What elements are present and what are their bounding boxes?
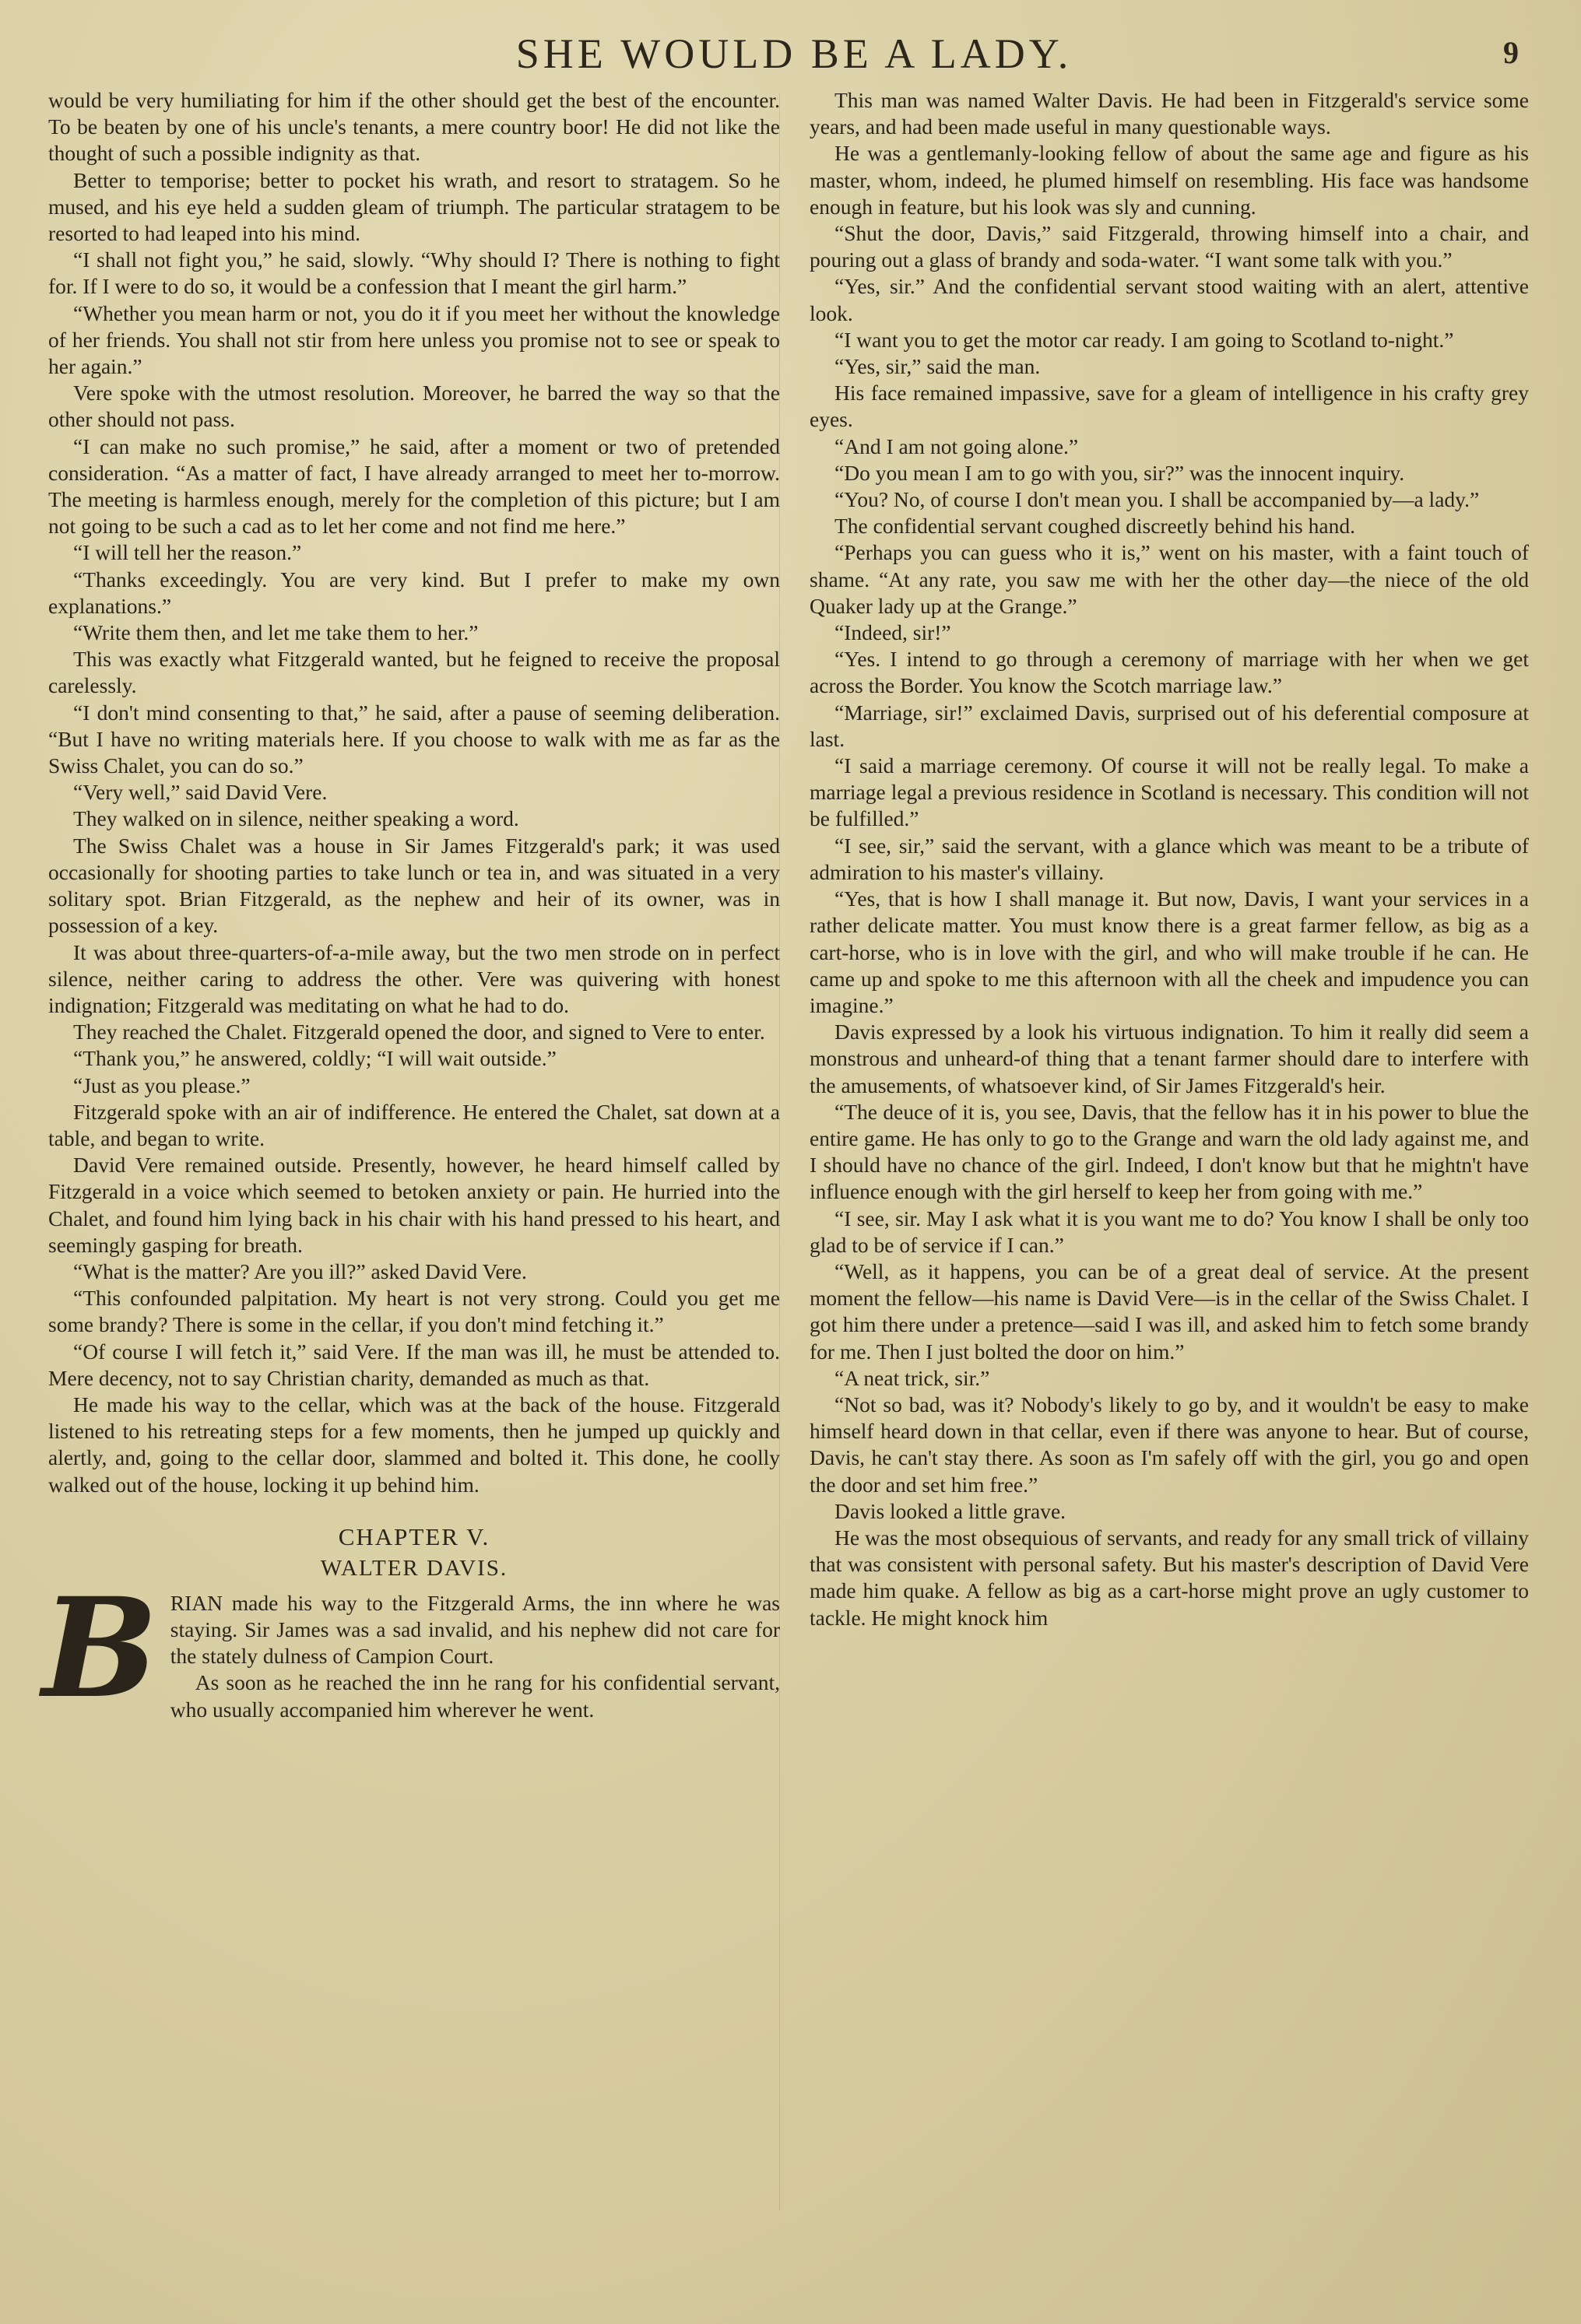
paragraph: “The deuce of it is, you see, Davis, that the fellow has it in his power to blue the entire game. He has only to go to the Grange and warn the old lady against me, and I should have no chance of the girl. Indeed, I don't know but that he mightn't have influence enough with the girl herself to keep her from going with me.” — [810, 1099, 1529, 1204]
paragraph: Davis looked a little grave. — [834, 1498, 1066, 1523]
paragraph: Fitzgerald spoke with an air of indifference. He entered the Chalet, sat down at a table, and began to write. — [48, 1099, 780, 1150]
paragraph: It was about three-quarters-of-a-mile away, but the two men strode on in perfect silence, neither caring to address the other. Vere was quivering with honest indignation; Fitzgerald was meditating on what he had to do. — [48, 939, 780, 1017]
left-column — [42, 87, 780, 1729]
paragraph: “Whether you mean harm or not, you do it if you meet her without the knowledge of her friends. You shall not stir from here unless you promise not to see or speak to her again.” — [48, 300, 780, 379]
paragraph: David Vere remained outside. Presently, however, he heard himself called by Fitzgerald in a voice which seemed to betoken anxiety or pain. He hurried into the Chalet, and found him lying back in his chair with his hand pressed to his heart, and seemingly gasping for breath. — [48, 1153, 780, 1257]
left-after-paragraphs — [48, 1669, 780, 1722]
right-column — [810, 87, 1529, 1631]
paragraph: “Thank you,” he answered, coldly; “I will wait outside.” — [73, 1046, 557, 1071]
paragraph: The Swiss Chalet was a house in Sir James Fitzgerald's park; it was used occasionally for shooting parties to take lunch or tea in, and was situated in a very solitary spot. Brian Fitzgerald, as the nephew and heir of its owner, was in possession of a key. — [48, 833, 780, 938]
paragraph: “Not so bad, was it? Nobody's likely to go by, and it wouldn't be easy to make himself heard down in that cellar, even if there was anyone to hear. But of course, Davis, he can't stay there. As soon as I'm safely off with the girl, you go and open the door and set him free.” — [810, 1392, 1529, 1497]
paragraph: “Thanks exceedingly. You are very kind. But I prefer to make my own explanations.” — [48, 567, 780, 618]
left-paragraphs — [48, 87, 780, 1498]
right-paragraphs — [810, 87, 1529, 1631]
paragraph: “I can make no such promise,” he said, after a moment or two of pretended consideration. “As a matter of fact, I have already arranged to meet her to-morrow. The meeting is harmless enough, merely for the completion of this picture; but I am not going to be such a cad as to let her come and not find me here.” — [48, 434, 780, 539]
paragraph: “Yes, that is how I shall manage it. But now, Davis, I want your services in a rather delicate matter. You must know there is a great farmer fellow, as big as a cart-horse, who is in love with the girl, and who will make trouble if he can. He came up and spoke to me this afternoon with all the cheek and impudence you can imagine.” — [810, 886, 1529, 1017]
page-number: 9 — [1503, 35, 1519, 70]
paragraph: “Of course I will fetch it,” said Vere. If the man was ill, he must be attended to. Mere decency, not to say Christian charity, demanded as much as that. — [48, 1339, 780, 1390]
paragraph: “Yes. I intend to go through a ceremony of marriage with her when we get across the Border. You know the Scotch marriage law.” — [810, 647, 1529, 698]
paragraph: As soon as he reached the inn he rang for his confidential servant, who usually accompanied him wherever he went. — [170, 1670, 780, 1722]
drop-cap-letter: B — [42, 1567, 158, 1729]
paragraph: “And I am not going alone.” — [834, 434, 1079, 458]
paragraph: This was exactly what Fitzgerald wanted, but he feigned to receive the proposal carelessly. — [48, 647, 780, 698]
paragraph: His face remained impassive, save for a gleam of intelligence in his crafty grey eyes. — [810, 381, 1529, 432]
paragraph: “Yes, sir.” And the confidential servant stood waiting with an alert, attentive look. — [810, 274, 1529, 325]
paragraph: “Very well,” said David Vere. — [73, 780, 328, 805]
paragraph: “A neat trick, sir.” — [834, 1365, 990, 1390]
paragraph: “I see, sir,” said the servant, with a glance which was meant to be a tribute of admiration to his master's villainy. — [810, 833, 1529, 884]
running-title: SHE WOULD BE A LADY. — [515, 30, 1073, 77]
paragraph: He made his way to the cellar, which was at the back of the house. Fitzgerald listened to his retreating steps for a few moments, then he jumped up quickly and alertly, and, going to the cellar door, slammed and bolted it. This done, he coolly walked out of the house, locking it up behind him. — [48, 1392, 780, 1497]
chapter-number: CHAPTER V. — [338, 1522, 490, 1550]
paragraph: “This confounded palpitation. My heart is not very strong. Could you get me some brandy? There is some in the cellar, if you don't mind fetching it.” — [48, 1286, 780, 1337]
paragraph: “Well, as it happens, you can be of a great deal of service. At the present moment the fellow—his name is David Vere—is in the cellar of the Swiss Chalet. I got him there under a pretence—said I was ill, and asked him to fetch some brandy for me. Then I just bolted the door on him.” — [810, 1259, 1529, 1364]
paragraph: “Perhaps you can guess who it is,” went on his master, with a faint touch of shame. “At any rate, you saw me with her the other day—the niece of the old Quaker lady up at the Grange.” — [810, 540, 1529, 618]
paragraph: “Shut the door, Davis,” said Fitzgerald, throwing himself into a chair, and pouring out a glass of brandy and soda-water. “I want some talk with you.” — [810, 221, 1529, 272]
paragraph: would be very humiliating for him if the other should get the best of the encounter. To be beaten by one of his uncle's tenants, a mere country boor! He did not like the thought of such a possible indignity as that. — [48, 88, 780, 166]
paragraph: “I said a marriage ceremony. Of course it will not be really legal. To make a marriage legal a previous residence in Scotland is necessary. This condition will not be fulfilled.” — [810, 753, 1529, 831]
paragraph: “You? No, of course I don't mean you. I shall be accompanied by—a lady.” — [834, 487, 1480, 512]
paragraph: They walked on in silence, neither speaking a word. — [73, 806, 519, 831]
paragraph: This man was named Walter Davis. He had been in Fitzgerald's service some years, and had been made useful in many questionable ways. — [810, 88, 1529, 139]
paragraph: “I will tell her the reason.” — [73, 540, 302, 565]
paragraph: They reached the Chalet. Fitzgerald opened the door, and signed to Vere to enter. — [73, 1020, 765, 1044]
dropcap-paragraph-text: RIAN made his way to the Fitzgerald Arms, the inn where he was staying. Sir James was a sad invalid, and his nephew did not care for the stately dulness of Campion Court. — [170, 1590, 780, 1669]
paragraph: “I see, sir. May I ask what it is you want me to do? You know I shall be only too glad to be of service if I can.” — [810, 1206, 1529, 1257]
paragraph: “I shall not fight you,” he said, slowly. “Why should I? There is nothing to fight for. If I were to do so, it would be a confession that I meant the girl harm.” — [48, 247, 780, 299]
paragraph: “I don't mind consenting to that,” he said, after a pause of seeming deliberation. “But I have no writing materials here. If you choose to walk with me as far as the Swiss Chalet, you can do so.” — [48, 700, 780, 778]
page-header — [0, 30, 1581, 84]
paragraph: He was the most obsequious of servants, and ready for any small trick of villainy that was consistent with personal safety. But his master's description of David Vere made him quake. A fellow as big as a cart-horse might prove an ugly customer to tackle. He might knock him — [810, 1525, 1529, 1630]
paragraph: “Marriage, sir!” exclaimed Davis, surprised out of his deferential composure at last. — [810, 700, 1529, 751]
paragraph: “Just as you please.” — [73, 1072, 251, 1097]
paragraph: “Do you mean I am to go with you, sir?” was the innocent inquiry. — [834, 460, 1405, 485]
paragraph: Vere spoke with the utmost resolution. Moreover, he barred the way so that the other should not pass. — [48, 381, 780, 432]
chapter-title: WALTER DAVIS. — [320, 1555, 508, 1581]
paragraph: “What is the matter? Are you ill?” asked David Vere. — [73, 1259, 527, 1283]
paragraph: He was a gentlemanly-looking fellow of about the same age and figure as his master, whom, indeed, he plumed himself on resembling. His face was handsome enough in feature, but his look was sly and cunning. — [810, 141, 1529, 219]
paragraph: Davis expressed by a look his virtuous indignation. To him it really did seem a monstrous and unheard-of thing that a tenant farmer should dare to interfere with the amusements, of whatsoever kind, of Sir James Fitzgerald's heir. — [810, 1020, 1529, 1097]
paragraph: “Yes, sir,” said the man. — [834, 354, 1041, 379]
paragraph: “Write them then, and let me take them to her.” — [73, 620, 479, 645]
paragraph: The confidential servant coughed discreetly behind his hand. — [834, 514, 1355, 539]
paragraph: “Indeed, sir!” — [834, 620, 951, 645]
paragraph: Better to temporise; better to pocket his wrath, and resort to stratagem. So he mused, and his eye held a sudden gleam of triumph. The particular stratagem to be resorted to had leaped into his mind. — [48, 167, 780, 246]
paragraph: “I want you to get the motor car ready. I am going to Scotland to-night.” — [834, 327, 1454, 352]
